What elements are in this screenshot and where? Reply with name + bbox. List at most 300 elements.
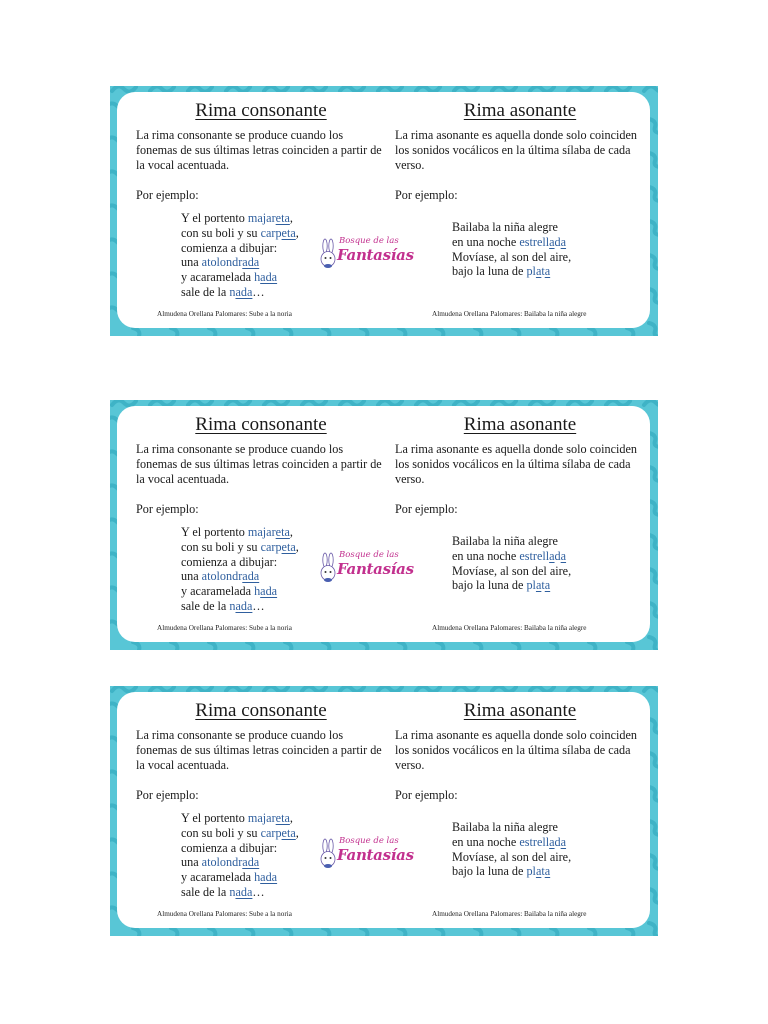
poem-line [181, 540, 299, 555]
consonant-rhyme-definition: La rima consonante se produce cuando los fonemas de sus últimas letras coinciden a partir de la vocal acentuada. [136, 728, 382, 772]
poem-text: Movíase, al son del aire, [452, 563, 572, 578]
assonant-rhyme-definition: La rima asonante es aquella donde solo coinciden los sonidos vocálicos en la última sílaba de cada verso. [395, 728, 637, 772]
frame-swirl [649, 719, 658, 733]
frame-swirl [285, 928, 297, 936]
frame-swirl [492, 86, 516, 91]
poem-line [452, 820, 571, 835]
consonant-rhyme-title: Rima consonante [195, 414, 327, 435]
poem-line [181, 525, 299, 540]
poem-text: Bailaba la niña alegre [452, 534, 558, 548]
consonant-rhyme-definition: La rima consonante se produce cuando los fonemas de sus últimas letras coinciden a partir de la vocal acentuada. [136, 442, 382, 486]
rhyme-word-stem: atolondr [201, 569, 243, 584]
frame-swirl [568, 686, 592, 691]
frame-swirl [112, 86, 136, 91]
poem-punctuation: … [252, 284, 265, 299]
frame-swirl [649, 821, 658, 835]
poem-text: sale de la [181, 598, 230, 613]
poem-line [452, 850, 571, 865]
rhyme-sound: a [544, 578, 551, 593]
consonant-example-author: Almudena Orellana Palomares: Sube a la noria [157, 624, 292, 632]
frame-swirl [649, 255, 658, 269]
poem-text: una [181, 569, 202, 584]
frame-swirl [649, 753, 658, 767]
frame-swirl [649, 637, 658, 650]
rhyme-word-stem: atolondr [201, 255, 243, 270]
poem-line [452, 835, 571, 850]
frame-swirl [551, 928, 563, 936]
frame-swirl [513, 328, 525, 336]
consonant-rhyme-title: Rima consonante [195, 700, 327, 721]
frame-swirl [340, 400, 364, 405]
poem-line [181, 584, 299, 599]
poem-text: sale de la [181, 884, 230, 899]
frame-swirl [112, 686, 136, 691]
rhyme-sound: a [544, 864, 551, 879]
rhyme-word-stem: pl [526, 578, 536, 593]
bunny-icon [319, 238, 337, 270]
rhyme-word [202, 855, 260, 869]
poem-line [452, 564, 571, 579]
consonant-example-poem [181, 525, 299, 614]
frame-swirl [416, 686, 440, 691]
logo-main-text: Fantasías [337, 846, 414, 864]
rhyme-word [229, 285, 252, 299]
poem-line [181, 270, 299, 285]
frame-swirl [589, 328, 601, 336]
frame-swirl [399, 928, 411, 936]
frame-swirl [264, 400, 288, 405]
frame-swirl [649, 467, 658, 481]
frame-swirl [475, 928, 487, 936]
rhyme-word [202, 255, 260, 269]
rhyme-sound: a [560, 234, 567, 249]
assonant-rhyme-title: Rima asonante [463, 414, 577, 435]
rhyme-sound: a [535, 578, 542, 593]
rhyme-sound: a [549, 234, 555, 249]
rhyme-sound: ada [235, 598, 253, 613]
frame-swirl [649, 855, 658, 869]
poem-line [181, 811, 299, 826]
rhyme-sound: ada [235, 284, 253, 299]
frame-swirl [150, 686, 174, 691]
rhyme-sound: a [560, 548, 567, 563]
rhyme-word-stem: carp [260, 539, 282, 554]
rhyme-card [110, 686, 658, 936]
card-panel [117, 92, 650, 328]
rhyme-word [519, 235, 566, 249]
consonant-example-poem [181, 811, 299, 900]
rhyme-sound: eta [281, 225, 296, 240]
rhyme-word-stem: pl [526, 264, 536, 279]
poem-line [181, 855, 299, 870]
poem-line [452, 534, 571, 549]
rhyme-word [261, 226, 296, 240]
frame-swirl [649, 889, 658, 903]
poem-line [181, 826, 299, 841]
rhyme-word [254, 584, 277, 598]
poem-line [181, 555, 299, 570]
poem-line [181, 285, 299, 300]
frame-swirl [264, 686, 288, 691]
frame-swirl [454, 400, 478, 405]
frame-swirl [606, 86, 630, 91]
rhyme-word-stem: majar [247, 811, 276, 825]
frame-swirl [589, 642, 601, 650]
rhyme-word [248, 811, 290, 825]
bosque-fantasias-logo [319, 548, 415, 590]
poem-text: y acaramelada [181, 270, 255, 285]
frame-swirl [361, 928, 373, 936]
rhyme-word-stem: carp [260, 825, 282, 840]
poem-text: en una noche [452, 234, 520, 249]
rhyme-word [526, 578, 550, 592]
poem-line [181, 870, 299, 885]
poem-line [452, 220, 571, 235]
frame-swirl [323, 328, 335, 336]
frame-swirl [323, 928, 335, 936]
poem-line [452, 578, 571, 593]
poem-punctuation: , [295, 539, 299, 554]
frame-swirl [264, 86, 288, 91]
frame-swirl [188, 400, 212, 405]
rhyme-word [519, 549, 566, 563]
poem-text: Y el portento [181, 211, 248, 225]
rhyme-word-middle: t [541, 864, 545, 879]
poem-line [181, 226, 299, 241]
rhyme-sound: eta [281, 825, 296, 840]
rhyme-sound: a [535, 864, 542, 879]
frame-swirl [589, 928, 601, 936]
rhyme-word [526, 264, 550, 278]
frame-swirl [627, 642, 639, 650]
consonant-example-poem [181, 211, 299, 300]
poem-line [181, 211, 299, 226]
frame-swirl [649, 787, 658, 801]
frame-swirl [399, 328, 411, 336]
rhyme-sound: ada [242, 855, 260, 870]
rhyme-word [254, 270, 277, 284]
frame-swirl [285, 328, 297, 336]
rhyme-word-stem: estrell [519, 234, 550, 249]
frame-swirl [568, 86, 592, 91]
bunny-icon [319, 552, 337, 584]
poem-line [181, 241, 299, 256]
assonant-example-poem [452, 534, 571, 593]
logo-main-text: Fantasías [337, 246, 414, 264]
poem-punctuation: , [295, 225, 299, 240]
rhyme-word-middle: d [554, 834, 561, 849]
assonant-rhyme-title: Rima asonante [463, 700, 577, 721]
rhyme-word [261, 540, 296, 554]
frame-swirl [340, 86, 364, 91]
frame-swirl [551, 328, 563, 336]
frame-swirl [302, 400, 326, 405]
frame-swirl [492, 400, 516, 405]
frame-swirl [437, 642, 449, 650]
frame-swirl [627, 928, 639, 936]
poem-text: con su boli y su [181, 225, 261, 240]
poem-punctuation: , [289, 211, 293, 225]
rhyme-word [202, 569, 260, 583]
poem-line [181, 841, 299, 856]
frame-swirl [247, 642, 259, 650]
frame-swirl [188, 86, 212, 91]
frame-swirl [649, 187, 658, 201]
assonant-example-author: Almudena Orellana Palomares: Bailaba la niña alegre [432, 310, 587, 318]
bosque-fantasias-logo [319, 834, 415, 876]
frame-swirl [361, 642, 373, 650]
bosque-fantasias-logo [319, 234, 415, 276]
rhyme-word-stem: estrell [519, 834, 550, 849]
frame-swirl [644, 86, 658, 91]
poem-text: comienza a dibujar: [181, 240, 278, 255]
consonant-example-label: Por ejemplo: [136, 502, 199, 516]
poem-text: comienza a dibujar: [181, 554, 278, 569]
frame-swirl [649, 323, 658, 336]
frame-swirl [416, 86, 440, 91]
frame-swirl [454, 86, 478, 91]
frame-swirl [226, 400, 250, 405]
poem-text: comienza a dibujar: [181, 840, 278, 855]
assonant-rhyme-definition: La rima asonante es aquella donde solo coinciden los sonidos vocálicos en la última sílaba de cada verso. [395, 442, 637, 486]
frame-swirl [644, 686, 658, 691]
rhyme-sound: ada [260, 584, 278, 599]
poem-line [181, 599, 299, 614]
rhyme-card [110, 400, 658, 650]
poem-line [181, 885, 299, 900]
frame-swirl [649, 221, 658, 235]
frame-swirl [112, 400, 136, 405]
frame-swirl [378, 86, 402, 91]
frame-swirl [454, 686, 478, 691]
rhyme-word-middle: d [554, 234, 561, 249]
frame-swirl [188, 686, 212, 691]
poem-punctuation: , [289, 811, 293, 825]
frame-swirl [302, 686, 326, 691]
assonant-example-label: Por ejemplo: [395, 502, 458, 516]
rhyme-sound: eta [275, 525, 290, 539]
frame-swirl [171, 328, 183, 336]
rhyme-word-stem: n [229, 884, 236, 899]
frame-swirl [302, 86, 326, 91]
poem-text: Bailaba la niña alegre [452, 820, 558, 834]
frame-swirl [209, 642, 221, 650]
frame-swirl [150, 86, 174, 91]
assonant-example-author: Almudena Orellana Palomares: Bailaba la niña alegre [432, 910, 587, 918]
poem-punctuation: , [295, 825, 299, 840]
frame-swirl [133, 642, 145, 650]
rhyme-word [261, 826, 296, 840]
frame-swirl [530, 400, 554, 405]
poem-text: una [181, 855, 202, 870]
poem-text: y acaramelada [181, 870, 255, 885]
poem-text: con su boli y su [181, 539, 261, 554]
poem-text: bajo la luna de [452, 578, 527, 593]
rhyme-word-stem: estrell [519, 548, 550, 563]
consonant-rhyme-title: Rima consonante [195, 100, 327, 121]
rhyme-word [229, 885, 252, 899]
card-panel [117, 692, 650, 928]
frame-swirl [492, 686, 516, 691]
rhyme-sound: ada [242, 569, 260, 584]
poem-text: y acaramelada [181, 584, 255, 599]
poem-text: en una noche [452, 548, 520, 563]
rhyme-word [254, 870, 277, 884]
frame-swirl [323, 642, 335, 650]
frame-swirl [530, 686, 554, 691]
logo-top-text: Bosque de las [339, 236, 399, 246]
rhyme-word [229, 599, 252, 613]
poem-text: en una noche [452, 834, 520, 849]
poem-text: Movíase, al son del aire, [452, 249, 572, 264]
frame-swirl [606, 686, 630, 691]
rhyme-sound: a [544, 264, 551, 279]
frame-swirl [247, 928, 259, 936]
poem-text: sale de la [181, 284, 230, 299]
poem-line [181, 569, 299, 584]
logo-top-text: Bosque de las [339, 550, 399, 560]
rhyme-word-stem: majar [247, 525, 276, 539]
frame-swirl [133, 328, 145, 336]
frame-swirl [649, 569, 658, 583]
rhyme-word-stem: atolondr [201, 855, 243, 870]
assonant-example-poem [452, 220, 571, 279]
consonant-example-label: Por ejemplo: [136, 188, 199, 202]
bunny-icon [319, 838, 337, 870]
assonant-example-poem [452, 820, 571, 879]
poem-text: Y el portento [181, 811, 248, 825]
frame-swirl [285, 642, 297, 650]
rhyme-word-stem: h [254, 270, 261, 285]
frame-swirl [627, 328, 639, 336]
frame-swirl [150, 400, 174, 405]
logo-main-text: Fantasías [337, 560, 414, 578]
frame-swirl [171, 928, 183, 936]
poem-punctuation: , [289, 525, 293, 539]
frame-swirl [649, 119, 658, 133]
consonant-example-author: Almudena Orellana Palomares: Sube a la noria [157, 910, 292, 918]
poem-text: con su boli y su [181, 825, 261, 840]
rhyme-word-stem: n [229, 598, 236, 613]
frame-swirl [551, 642, 563, 650]
rhyme-word-middle: t [541, 578, 545, 593]
rhyme-word-middle: d [554, 548, 561, 563]
logo-top-text: Bosque de las [339, 836, 399, 846]
assonant-example-author: Almudena Orellana Palomares: Bailaba la niña alegre [432, 624, 587, 632]
assonant-rhyme-definition: La rima asonante es aquella donde solo coinciden los sonidos vocálicos en la última sílaba de cada verso. [395, 128, 637, 172]
poem-text: bajo la luna de [452, 264, 527, 279]
poem-text: Movíase, al son del aire, [452, 849, 572, 864]
frame-swirl [133, 928, 145, 936]
assonant-example-label: Por ejemplo: [395, 188, 458, 202]
rhyme-sound: a [560, 834, 567, 849]
assonant-rhyme-title: Rima asonante [463, 100, 577, 121]
card-panel [117, 406, 650, 642]
consonant-rhyme-definition: La rima consonante se produce cuando los fonemas de sus últimas letras coinciden a partir de la vocal acentuada. [136, 128, 382, 172]
frame-swirl [226, 686, 250, 691]
consonant-example-author: Almudena Orellana Palomares: Sube a la noria [157, 310, 292, 318]
rhyme-word [526, 864, 550, 878]
rhyme-word-stem: pl [526, 864, 536, 879]
frame-swirl [475, 642, 487, 650]
poem-line [452, 235, 571, 250]
rhyme-word-stem: majar [247, 211, 276, 225]
poem-line [452, 864, 571, 879]
rhyme-sound: eta [281, 539, 296, 554]
poem-text: bajo la luna de [452, 864, 527, 879]
rhyme-card [110, 86, 658, 336]
poem-punctuation: … [252, 598, 265, 613]
poem-line [181, 255, 299, 270]
frame-swirl [475, 328, 487, 336]
frame-swirl [437, 928, 449, 936]
rhyme-word-stem: carp [260, 225, 282, 240]
frame-swirl [209, 928, 221, 936]
frame-swirl [568, 400, 592, 405]
frame-swirl [606, 400, 630, 405]
poem-text: Bailaba la niña alegre [452, 220, 558, 234]
rhyme-word-stem: n [229, 284, 236, 299]
poem-punctuation: … [252, 884, 265, 899]
rhyme-sound: a [549, 834, 555, 849]
frame-swirl [171, 642, 183, 650]
frame-swirl [361, 328, 373, 336]
frame-swirl [649, 153, 658, 167]
frame-swirl [247, 328, 259, 336]
frame-swirl [649, 535, 658, 549]
frame-swirl [649, 603, 658, 617]
frame-swirl [513, 642, 525, 650]
frame-swirl [340, 686, 364, 691]
rhyme-word-middle: t [541, 264, 545, 279]
frame-swirl [416, 400, 440, 405]
frame-swirl [209, 328, 221, 336]
frame-swirl [378, 686, 402, 691]
frame-swirl [378, 400, 402, 405]
rhyme-sound: ada [235, 884, 253, 899]
rhyme-word [248, 211, 290, 225]
rhyme-sound: ada [260, 870, 278, 885]
consonant-example-label: Por ejemplo: [136, 788, 199, 802]
poem-line [452, 264, 571, 279]
rhyme-word [519, 835, 566, 849]
frame-swirl [644, 400, 658, 405]
frame-swirl [649, 923, 658, 936]
rhyme-sound: ada [242, 255, 260, 270]
rhyme-sound: ada [260, 270, 278, 285]
rhyme-sound: a [549, 548, 555, 563]
rhyme-word-stem: h [254, 870, 261, 885]
rhyme-word-stem: h [254, 584, 261, 599]
poem-line [452, 250, 571, 265]
frame-swirl [513, 928, 525, 936]
frame-swirl [649, 433, 658, 447]
frame-swirl [649, 501, 658, 515]
frame-swirl [399, 642, 411, 650]
frame-swirl [649, 289, 658, 303]
poem-text: Y el portento [181, 525, 248, 539]
poem-text: una [181, 255, 202, 270]
rhyme-sound: eta [275, 211, 290, 225]
poem-line [452, 549, 571, 564]
rhyme-sound: a [535, 264, 542, 279]
frame-swirl [437, 328, 449, 336]
assonant-example-label: Por ejemplo: [395, 788, 458, 802]
rhyme-sound: eta [275, 811, 290, 825]
frame-swirl [226, 86, 250, 91]
rhyme-word [248, 525, 290, 539]
frame-swirl [530, 86, 554, 91]
